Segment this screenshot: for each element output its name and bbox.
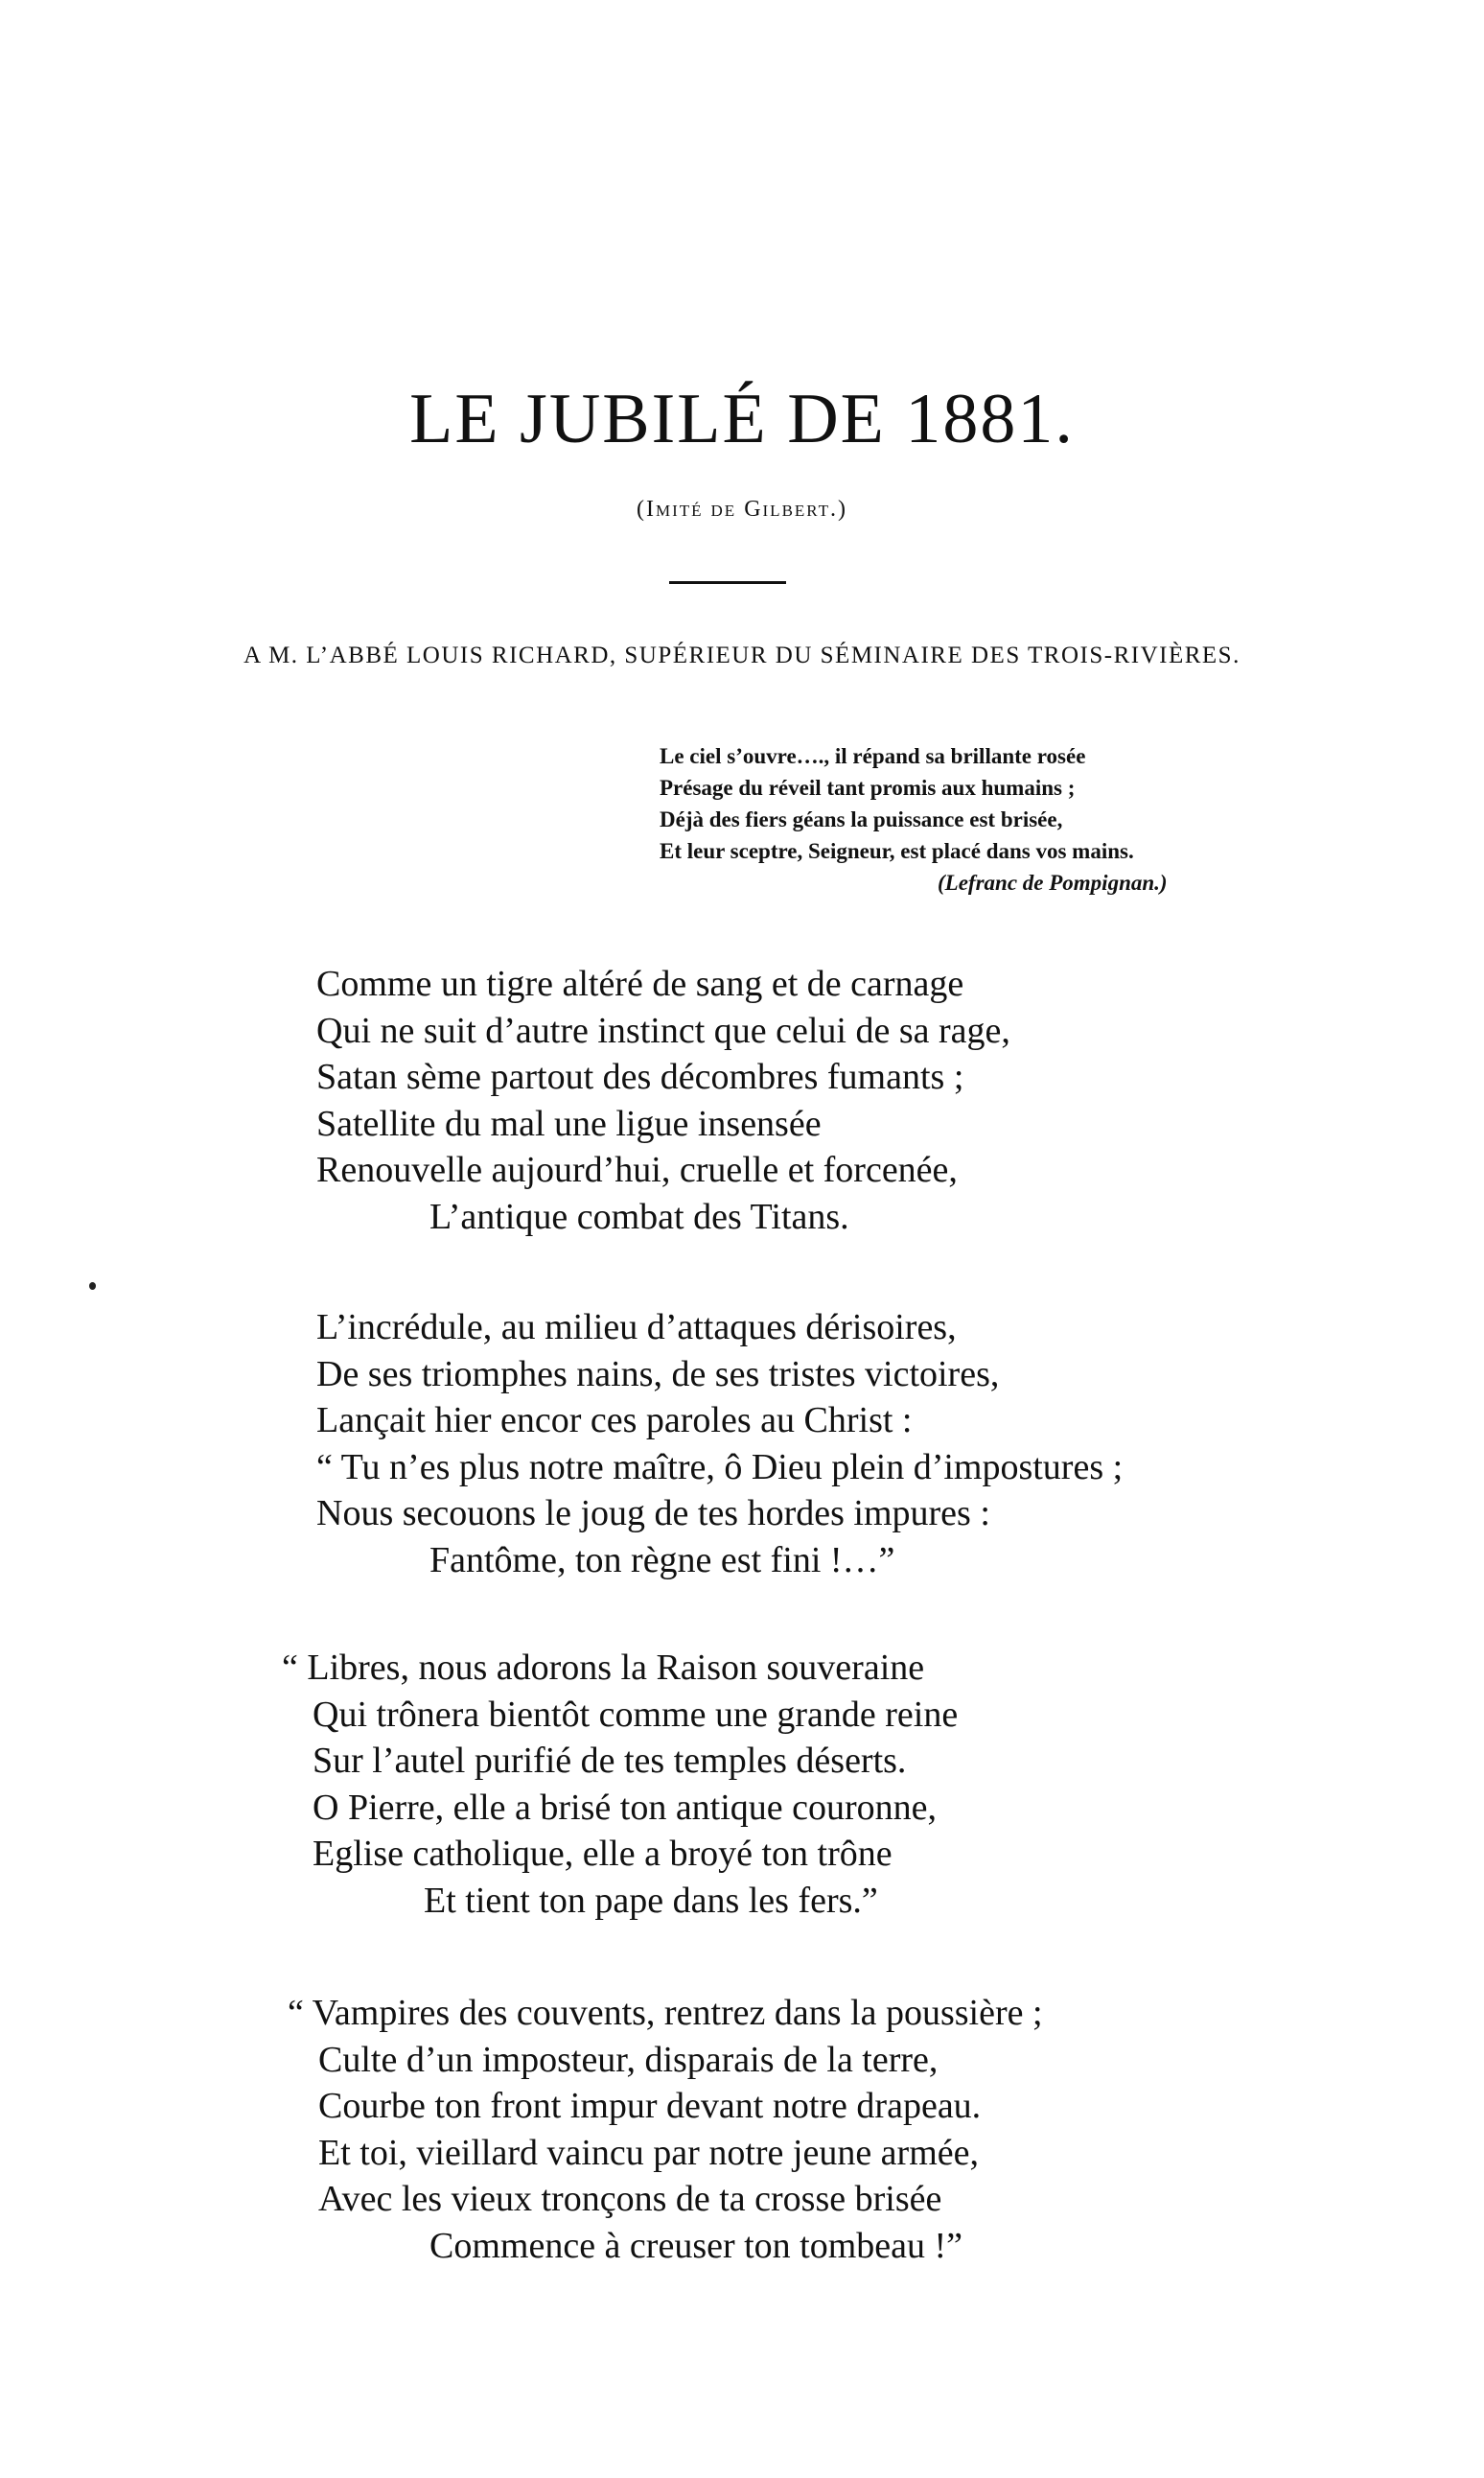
verse-line: Et tient ton pape dans les fers.” bbox=[424, 1880, 878, 1921]
title-divider bbox=[669, 581, 786, 584]
epigraph-line: Et leur sceptre, Seigneur, est placé dans vos mains. bbox=[660, 839, 1134, 863]
verse-line: Comme un tigre altéré de sang et de carnage bbox=[316, 964, 964, 1004]
verse-line: Lançait hier encor ces paroles au Christ : bbox=[316, 1400, 913, 1440]
epigraph bbox=[660, 740, 1311, 899]
verse-line: Courbe ton front impur devant notre drapeau. bbox=[318, 2086, 982, 2126]
verse-line: O Pierre, elle a brisé ton antique couronne, bbox=[313, 1787, 938, 1828]
verse-line: L’incrédule, au milieu d’attaques dérisoires, bbox=[316, 1307, 957, 1347]
verse-line: Qui trônera bientôt comme une grande reine bbox=[313, 1694, 959, 1735]
verse-line: “ Vampires des couvents, rentrez dans la poussière ; bbox=[288, 1993, 1043, 2033]
stanza-2 bbox=[316, 1304, 1371, 1583]
verse-line: Satan sème partout des décombres fumants ; bbox=[316, 1057, 964, 1097]
verse-line: Commence à creuser ton tombeau !” bbox=[429, 2225, 963, 2266]
poem-subtitle: (Imité de Gilbert.) bbox=[637, 497, 847, 522]
stanza-3 bbox=[282, 1645, 1336, 1924]
dedication: A M. L’ABBÉ LOUIS RICHARD, SUPÉRIEUR DU SÉMINAIRE DES TROIS-RIVIÈRES. bbox=[243, 643, 1241, 668]
verse-line: Eglise catholique, elle a broyé ton trône bbox=[313, 1834, 893, 1874]
epigraph-line: Déjà des fiers géans la puissance est brisée, bbox=[660, 807, 1063, 831]
stanza-1 bbox=[316, 961, 1371, 1240]
epigraph-line: Présage du réveil tant promis aux humains ; bbox=[660, 776, 1076, 800]
verse-line: “ Libres, nous adorons la Raison souveraine bbox=[282, 1648, 925, 1688]
verse-line: Nous secouons le joug de tes hordes impures : bbox=[316, 1493, 990, 1533]
verse-line: Culte d’un imposteur, disparais de la terre, bbox=[318, 2039, 939, 2080]
verse-line: Sur l’autel purifié de tes temples déserts. bbox=[313, 1741, 907, 1781]
verse-line: De ses triomphes nains, de ses tristes victoires, bbox=[316, 1353, 1000, 1394]
poem-title: LE JUBILÉ DE 1881. bbox=[409, 380, 1075, 458]
epigraph-attribution: (Lefranc de Pompignan.) bbox=[938, 871, 1168, 895]
epigraph-line: Le ciel s’ouvre…., il répand sa brillante rosée bbox=[660, 744, 1086, 768]
verse-line: Renouvelle aujourd’hui, cruelle et forcenée, bbox=[316, 1150, 958, 1190]
ink-speck bbox=[89, 1282, 96, 1290]
verse-line: Fantôme, ton règne est fini !…” bbox=[429, 1539, 895, 1580]
verse-line: Satellite du mal une ligue insensée bbox=[316, 1103, 822, 1144]
verse-line: Et toi, vieillard vaincu par notre jeune armée, bbox=[318, 2132, 979, 2173]
verse-line: “ Tu n’es plus notre maître, ô Dieu plein d’impostures ; bbox=[316, 1446, 1124, 1487]
verse-line: L’antique combat des Titans. bbox=[429, 1196, 849, 1237]
verse-line: Qui ne suit d’autre instinct que celui de sa rage, bbox=[316, 1010, 1010, 1051]
stanza-4 bbox=[288, 1990, 1342, 2269]
verse-line: Avec les vieux tronçons de ta crosse brisée bbox=[318, 2179, 942, 2219]
